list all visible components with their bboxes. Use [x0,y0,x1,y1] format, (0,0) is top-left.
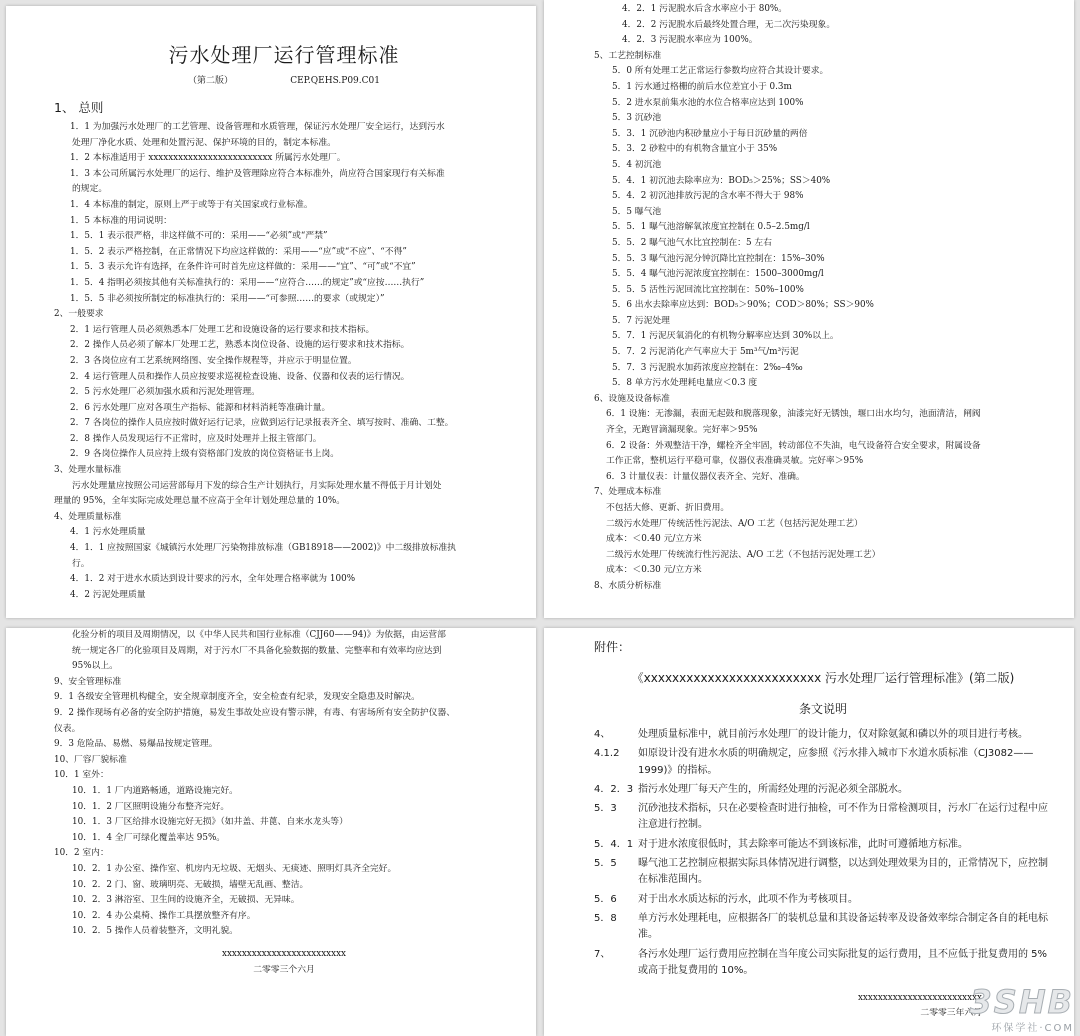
annex-subtitle: 条文说明 [798,702,847,716]
text-line: 理量的 95%，全年实际完成处理总量不应高于全年计划处理总量的 10%。 [54,496,346,507]
text-line: 行。 [72,558,90,569]
text-line: 1．5 本标准的用词说明： [70,215,172,226]
text-line: 2、一般要求 [54,309,104,320]
text-line: 4、处理质量标准 [54,511,122,522]
text-line: 10．2．5 操作人员着装整齐，文明礼貌。 [72,926,238,937]
text-line: 5．5．3 曝气池污泥分钟沉降比宜控制在：15%–30% [612,253,825,264]
annex-label: 附件： [594,640,631,654]
annex-note [594,837,1052,853]
annex-note [594,727,1052,743]
site-watermark [894,974,1074,1034]
text-line: 处理厂净化水质、处理和处置污泥、保护环境的目的，制定本标准。 [72,137,336,148]
text-line: 5．8 单方污水处理耗电量应＜0.3 度 [612,378,758,389]
text-line: 6、设施及设备标准 [594,393,670,404]
annex-notes [594,727,1052,979]
watermark-logo: 3SHB [969,983,1074,1021]
page-2-body [594,2,1054,595]
document-page-2 [544,0,1074,618]
annex-note-text: 各污水处理厂运行费用应控制在当年度公司实际批复的运行费用，且不应低于批复费用的 5%或高于批复费用的 10%。 [638,948,1048,976]
annex-note-text: 如原设计没有进水水质的明确规定，应参照《污水排入城市下水道水质标准（CJ3082——1999)》的指标。 [638,748,1034,776]
text-line: 9、安全管理标准 [54,676,122,687]
text-line: 2．2 操作人员必须了解本厂处理工艺，熟悉本岗位设备、设施的运行要求和技术指标。 [70,340,410,351]
document-page-1 [6,6,536,618]
annex-note-text: 对于出水水质达标的污水，此项不作为考核项目。 [638,893,858,905]
text-line: 2．5 污水处理厂必须加强水质和污泥处理管理。 [70,387,260,398]
annex-note-number: 4.1.2 [594,748,620,760]
text-line: 4．2．1 污泥脱水后含水率应小于 80%。 [622,4,788,14]
text-line: 10．2．3 淋浴室、卫生间的设施齐全，无破损、无异味。 [72,895,300,906]
text-line: 6．1 设施：无渗漏，表面无起鼓和脱落现象，油漆完好无锈蚀，堰口出水均匀，池面清洁，闸阀 [606,409,981,420]
text-line: 齐全，无跑冒滴漏现象。完好率＞95% [606,425,758,436]
text-line: 4．2．3 污泥脱水率应为 100%。 [622,35,758,46]
text-line: 5．5 曝气池 [612,206,662,217]
text-line: 5．3．2 砂粒中的有机物含量宜小于 35% [612,144,778,155]
annex-note-number: 7、 [594,948,611,960]
annex-note-text: 指污水处理厂每天产生的，所需经处理的污泥必须全部脱水。 [638,783,908,795]
annex-title: 《xxxxxxxxxxxxxxxxxxxxxxxxx 污水处理厂运行管理标准》(第二版) [631,671,1015,685]
annex-note [594,892,1052,908]
annex-note [594,801,1052,834]
text-line: 6．3 计量仪表：计量仪器仪表齐全、完好、准确。 [606,471,805,482]
text-line: 4．1．2 对于进水水质达到设计要求的污水，全年处理合格率就为 100% [70,574,356,585]
annex-note-number: 4、 [594,729,611,740]
text-line: 2．7 各岗位的操作人员应按时做好运行记录，应做到运行记录报表齐全、填写按时、准确、工整。 [70,418,454,429]
text-line: 3、处理水量标准 [54,465,122,476]
text-line: 成本：＜0.40 元/立方米 [606,534,702,545]
text-line: 5、工艺控制标准 [594,50,662,61]
document-page-3 [6,628,536,1036]
text-line: 5．7．1 污泥厌氧消化的有机物分解率应达到 30%以上。 [612,331,839,342]
text-line: 5．5．2 曝气池气水比宜控制在：5 左右 [612,237,772,248]
text-line: 5．4 初沉池 [612,159,662,170]
text-line: 5．5．5 活性污泥回流比宜控制在：50%–100% [612,284,804,295]
text-line: 10．2．2 门、窗、玻璃明亮、无破损，墙壁无乱画、整洁。 [72,879,309,890]
text-line: 4．2．2 污泥脱水后最终处置合理，无二次污染现象。 [622,19,836,30]
text-line: 10．1．4 全厂可绿化覆盖率达 95%。 [72,832,226,843]
text-line: 95%以上。 [72,661,118,672]
text-line: 4．2 污泥处理质量 [70,589,146,600]
annex-note-text: 沉砂池技术指标，只在必要检查时进行抽检，可不作为日常检测项目，污水厂在运行过程中应注意进行控制。 [638,803,1048,831]
text-line: 2．1 运行管理人员必须熟悉本厂处理工艺和设施设备的运行要求和技术指标。 [70,324,375,335]
text-line: 1．5．5 非必须按所制定的标准执行的：采用——“可参照……的要求（或规定）” [70,293,385,304]
page-3-body [54,628,514,940]
text-line: 1．3 本公司所属污水处理厂的运行、维护及管理除应符合本标准外，尚应符合国家现行有关标准 [70,168,445,179]
annex-note-number: 5．3 [594,803,617,815]
watermark-text: 环保学社·COM [991,1023,1074,1034]
text-line: 5．0 所有处理工艺正常运行参数均应符合其设计要求。 [612,66,829,77]
text-line: 7、处理成本标准 [594,487,662,498]
text-line: 5．3 沉砂池 [612,113,662,124]
text-line: 1．4 本标准的制定，原则上严于或等于有关国家或行业标准。 [70,199,313,210]
text-line: 的规定。 [72,184,108,195]
text-line: 2．8 操作人员发现运行不正常时，应及时处理并上报主管部门。 [70,433,322,444]
text-line: 2．9 各岗位操作人员应持上级有资格部门发放的岗位资格证书上岗。 [70,449,340,460]
text-line: 1．5．2 表示严格控制，在正常情况下均应这样做的：采用——“应”或“不应”、“不得” [70,246,407,257]
text-line: 不包括大修、更新、折旧费用。 [606,503,730,513]
text-line: 工作正常，整机运行平稳可靠，仪器仪表准确灵敏。完好率＞95% [606,456,864,467]
text-line: 10．1．3 厂区给排水设施完好无损》（如井盖、井蓖、自来水龙头等） [72,817,348,828]
annex-note [594,746,1052,779]
text-line: 化验分析的项目及周期情况，以《中华人民共和国行业标准（CJJ60——94)》为依据，由运营部 [72,630,446,640]
text-line: 5．1 污水通过格栅的前后水位差宜小于 0.3m [612,81,792,92]
text-line: 10．2．1 办公室、操作室、机房内无垃圾、无烟头、无痰迹、照明灯具齐全完好。 [72,863,397,874]
annex-note [594,782,1052,798]
text-line: 10．1．2 厂区照明设施分布整齐完好。 [72,801,230,812]
text-line: 2．4 运行管理人员和操作人员应按要求巡视检查设施、设备、仪器和仪表的运行情况。 [70,371,410,382]
document-title: 污水处理厂运行管理标准 [168,43,400,67]
text-line: 5．4．2 初沉池排放污泥的含水率不得大于 98% [612,191,804,202]
text-line: 5．5．4 曝气池污泥浓度宜控制在：1500–3000mg/l [612,269,824,280]
text-line: 5．5．1 曝气池溶解氧浓度宜控制在 0.5–2.5mg/l [612,222,810,233]
text-line: 2．3 各岗位应有工艺系统网络图、安全操作规程等，并应示于明显位置。 [70,355,357,366]
annex-signature-date: 二零零三年六月 [920,1008,982,1019]
document-edition-code: （第二版） CEP.QEHS.P09.C01 [188,76,380,86]
annex-note-text: 处理质量标准中，就目前污水处理厂的设计能力，仅对除氨氮和磷以外的项目进行考核。 [638,729,1028,740]
annex-note-text: 单方污水处理耗电，应根据各厂的装机总量和其设备运转率及设备效率综合制定各自的耗电标准。 [638,912,1048,941]
text-line: 二级污水处理厂传统活性污泥法、A/O 工艺（包括污泥处理工艺） [606,518,863,529]
text-line: 10．2．4 办公桌椅、操作工具摆放整齐有序。 [72,910,256,921]
text-line: 10．2 室内： [54,848,109,859]
page-1-body [54,120,514,603]
text-line: 5．7．3 污泥脱水加药浓度应控制在：2‰–4‰ [612,362,803,373]
text-line: 2．6 污水处理厂应对各项生产指标、能源和材料消耗等准确计量。 [70,402,331,413]
annex-note-number: 4．2．3 [594,783,634,795]
annex-note-number: 5．4．1 [594,838,634,850]
text-line: 5．2 进水泵前集水池的水位合格率应达到 100% [612,97,804,108]
annex-note-number: 5．5 [594,858,617,870]
text-line: 8、水质分析标准 [594,580,662,591]
text-line: 10．1．1 厂内道路畅通，道路设施完好。 [72,785,238,796]
text-line: 成本：＜0.30 元/立方米 [606,565,702,576]
text-line: 5．4．1 初沉池去除率应为：BOD₅＞25%；SS＞40% [612,175,831,186]
text-line: 9．3 危险品、易燃、易爆品按规定管理。 [54,739,218,750]
text-line: 6．2 设备：外观整洁干净，螺栓齐全牢固，转动部位不失油，电气设备符合安全要求，附属设备 [606,440,981,451]
annex-note-number: 5．6 [594,893,617,905]
text-line: 1．5．1 表示很严格，非这样做不可的：采用——“必须”或“严禁” [70,231,328,242]
annex-note [594,856,1052,889]
text-line: 污水处理量应按照公司运营部每月下发的综合生产计划执行，月实际处理水量不得低于月计划处 [72,480,442,491]
text-line: 9．2 操作现场有必备的安全防护措施，易发生事故处应设有警示牌，有毒、有害场所有安全防护仪器、 [54,707,456,718]
text-line: 5．7．2 污泥消化产气率应大于 5m³气/m³污泥 [612,347,799,358]
text-line: 9．1 各级安全管理机构健全，安全规章制度齐全，安全检查有纪录，发现安全隐患及时解决。 [54,692,420,703]
annex-note-text: 对于进水浓度很低时，其去除率可能达不到该标准，此时可遵循地方标准。 [638,838,968,850]
text-line: 5．6 出水去除率应达到：BOD₅＞90%；COD＞80%；SS＞90% [612,300,874,311]
annex-signature-company: xxxxxxxxxxxxxxxxxxxxxxxxx [857,993,982,1004]
text-line: 1．5．3 表示允许有选择，在条件许可时首先应这样做的：采用——“宜”、“可”或“不宜” [70,262,416,273]
signature-company: xxxxxxxxxxxxxxxxxxxxxxxxx [221,948,347,959]
text-line: 5．7 污泥处理 [612,315,670,326]
text-line: 1．1 为加强污水处理厂的工艺管理、设备管理和水质管理，保证污水处理厂安全运行，达到污水 [70,122,445,132]
annex-note-number: 5．8 [594,912,617,924]
text-line: 1．2 本标准适用于 xxxxxxxxxxxxxxxxxxxxxxxxx 所属污水处理厂。 [70,153,346,164]
annex-note [594,911,1052,944]
text-line: 二级污水处理厂传统流行性污泥法、A/O 工艺（不包括污泥处理工艺） [606,549,881,560]
text-line: 统一规定各厂的化验项目及周期，对于污水厂不具备化验数据的数量、完整率和有效率均应达到 [72,645,442,656]
text-line: 1．5．4 指明必须按其他有关标准执行的：采用——“应符合……的规定”或“应按……执行” [70,277,425,288]
annex-note-text: 曝气池工艺控制应根据实际具体情况进行调整，以达到处理效果为目的，正常情况下，应控制在标准范围内。 [638,858,1048,886]
text-line: 10．1 室外： [54,770,109,781]
text-line: 4．1 污水处理质量 [70,527,146,538]
text-line: 10、厂容厂貌标准 [54,754,127,765]
text-line: 5．3．1 沉砂池内积砂量应小于每日沉砂量的两倍 [612,128,808,139]
signature-date: 二零零三个六月 [253,964,315,975]
text-line: 仪表。 [54,723,81,734]
text-line: 4．1．1 应按照国家《城镇污水处理厂污染物排放标准（GB18918——2002)》中二级排放标准执 [70,543,456,554]
section-heading-general: 1、 总则 [54,100,104,115]
